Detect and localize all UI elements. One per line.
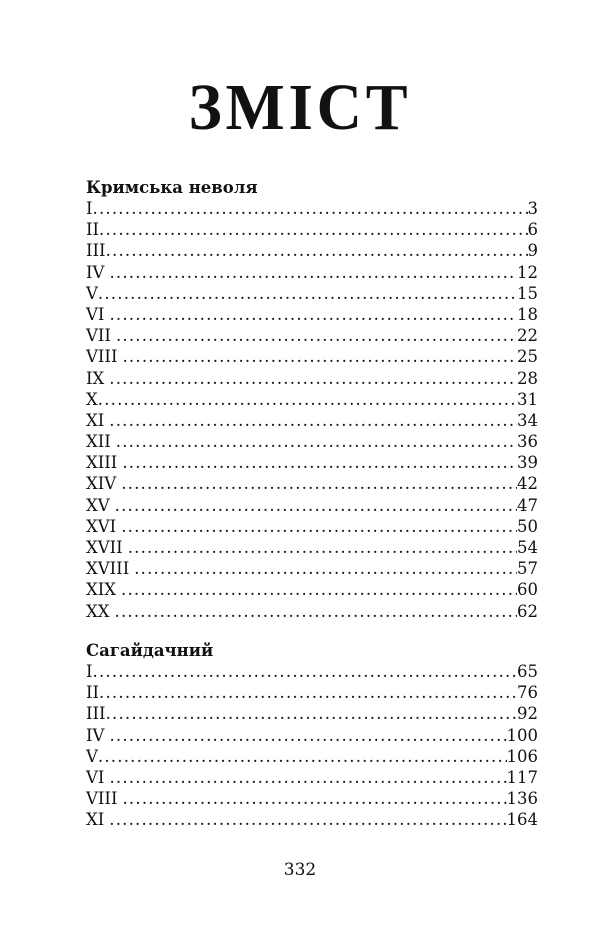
dot-leader bbox=[116, 473, 517, 494]
dot-leader bbox=[106, 240, 528, 261]
dot-leader bbox=[117, 452, 517, 473]
entry-label: IV bbox=[86, 262, 105, 282]
entry-page-number: 136 bbox=[506, 789, 538, 809]
dot-leader bbox=[104, 809, 506, 830]
entry-page-number: 36 bbox=[517, 432, 538, 452]
entry-page-number: 18 bbox=[517, 304, 538, 324]
entry-label: II bbox=[86, 683, 100, 703]
entry-label: X bbox=[86, 389, 98, 409]
toc-entry bbox=[86, 788, 538, 809]
dot-leader bbox=[110, 495, 517, 516]
entry-label: III bbox=[86, 241, 106, 261]
entry-page-number: 164 bbox=[506, 810, 538, 830]
toc-entry bbox=[86, 601, 538, 622]
toc-entry bbox=[86, 473, 538, 494]
toc-entry bbox=[86, 725, 538, 746]
toc-entry bbox=[86, 389, 538, 410]
entry-page-number: 92 bbox=[517, 704, 538, 724]
toc-entry bbox=[86, 558, 538, 579]
entry-label: I bbox=[86, 199, 93, 218]
entry-page-number: 34 bbox=[517, 410, 538, 430]
entry-label: XVI bbox=[86, 516, 117, 536]
toc-entry bbox=[86, 283, 538, 304]
dot-leader bbox=[99, 682, 517, 703]
toc-entry bbox=[86, 431, 538, 452]
toc-entry bbox=[86, 240, 538, 261]
dot-leader bbox=[98, 389, 517, 410]
dot-leader bbox=[93, 661, 517, 682]
entry-label: IV bbox=[86, 725, 105, 745]
section-heading: Кримська неволя bbox=[86, 178, 258, 197]
entry-label: IX bbox=[86, 368, 105, 388]
toc-entry bbox=[86, 452, 538, 473]
toc-entry bbox=[86, 579, 538, 600]
toc-entry bbox=[86, 682, 538, 703]
toc-entry bbox=[86, 661, 538, 682]
entry-label: VIII bbox=[86, 347, 118, 367]
entry-page-number: 60 bbox=[517, 580, 538, 600]
dot-leader bbox=[104, 410, 517, 431]
dot-leader bbox=[93, 198, 528, 219]
dot-leader bbox=[99, 219, 527, 240]
toc-entry bbox=[86, 368, 538, 389]
dot-leader bbox=[104, 304, 517, 325]
page-title: ЗМІСТ bbox=[188, 71, 412, 144]
toc-entry bbox=[86, 219, 538, 240]
toc-entry bbox=[86, 262, 538, 283]
entry-label: XX bbox=[86, 601, 110, 621]
entry-page-number: 39 bbox=[517, 453, 538, 473]
dot-leader bbox=[111, 325, 517, 346]
entry-label: XIV bbox=[86, 474, 117, 494]
entry-page-number: 42 bbox=[517, 474, 538, 494]
entry-page-number: 6 bbox=[527, 220, 538, 240]
toc-entry bbox=[86, 746, 538, 767]
dot-leader bbox=[117, 346, 517, 367]
toc-entry bbox=[86, 325, 538, 346]
dot-leader bbox=[104, 368, 517, 389]
entry-label: XVII bbox=[86, 538, 123, 557]
toc-entry bbox=[86, 767, 538, 788]
entry-label: XV bbox=[86, 495, 110, 515]
entry-page-number: 76 bbox=[517, 683, 538, 703]
toc-section-krymska-nevolia bbox=[86, 177, 538, 622]
entry-label: XVIII bbox=[86, 559, 130, 579]
dot-leader bbox=[104, 725, 506, 746]
entry-page-number: 31 bbox=[517, 389, 538, 409]
entry-label: V bbox=[86, 283, 98, 303]
toc-entry bbox=[86, 809, 538, 830]
toc-entry bbox=[86, 516, 538, 537]
dot-leader bbox=[104, 767, 506, 788]
dot-leader bbox=[116, 579, 517, 600]
entry-page-number: 50 bbox=[517, 516, 538, 536]
entry-page-number: 3 bbox=[527, 199, 538, 218]
toc-section-sahaidachnyi bbox=[86, 640, 538, 831]
entry-label: VI bbox=[86, 767, 105, 787]
entry-page-number: 15 bbox=[517, 283, 538, 303]
dot-leader bbox=[98, 283, 517, 304]
dot-leader bbox=[106, 703, 517, 724]
entry-page-number: 9 bbox=[527, 241, 538, 261]
entry-label: II bbox=[86, 220, 100, 240]
entry-label: XI bbox=[86, 410, 105, 430]
entry-page-number: 54 bbox=[517, 538, 538, 557]
entry-label: III bbox=[86, 704, 106, 724]
dot-leader bbox=[123, 537, 517, 558]
entry-label: VIII bbox=[86, 789, 118, 809]
entry-page-number: 100 bbox=[506, 725, 538, 745]
dot-leader bbox=[104, 262, 517, 283]
toc-entry bbox=[86, 410, 538, 431]
entry-label: VII bbox=[86, 326, 111, 346]
entry-page-number: 22 bbox=[517, 326, 538, 346]
page-number: 332 bbox=[283, 860, 317, 880]
toc-entry bbox=[86, 304, 538, 325]
entry-page-number: 57 bbox=[517, 559, 538, 579]
entry-page-number: 28 bbox=[517, 368, 538, 388]
dot-leader bbox=[111, 431, 517, 452]
entry-page-number: 62 bbox=[517, 601, 538, 621]
toc-entry bbox=[86, 495, 538, 516]
entry-label: V bbox=[86, 746, 98, 766]
entry-page-number: 47 bbox=[517, 495, 538, 515]
dot-leader bbox=[98, 746, 507, 767]
toc-entry bbox=[86, 537, 538, 558]
dot-leader bbox=[110, 601, 518, 622]
entry-page-number: 25 bbox=[517, 347, 538, 367]
entry-label: VI bbox=[86, 304, 105, 324]
entry-label: XIX bbox=[86, 580, 117, 600]
toc-entry bbox=[86, 346, 538, 367]
entry-page-number: 65 bbox=[517, 662, 538, 681]
entry-page-number: 106 bbox=[506, 746, 538, 766]
toc-entry bbox=[86, 198, 538, 219]
entry-page-number: 117 bbox=[506, 767, 538, 787]
dot-leader bbox=[117, 788, 506, 809]
dot-leader bbox=[116, 516, 517, 537]
section-heading: Сагайдачний bbox=[86, 641, 214, 660]
dot-leader bbox=[129, 558, 517, 579]
entry-page-number: 12 bbox=[517, 262, 538, 282]
entry-label: I bbox=[86, 662, 93, 681]
entry-label: XI bbox=[86, 810, 105, 830]
entry-label: XIII bbox=[86, 453, 118, 473]
toc-entry bbox=[86, 703, 538, 724]
entry-label: XII bbox=[86, 432, 111, 452]
